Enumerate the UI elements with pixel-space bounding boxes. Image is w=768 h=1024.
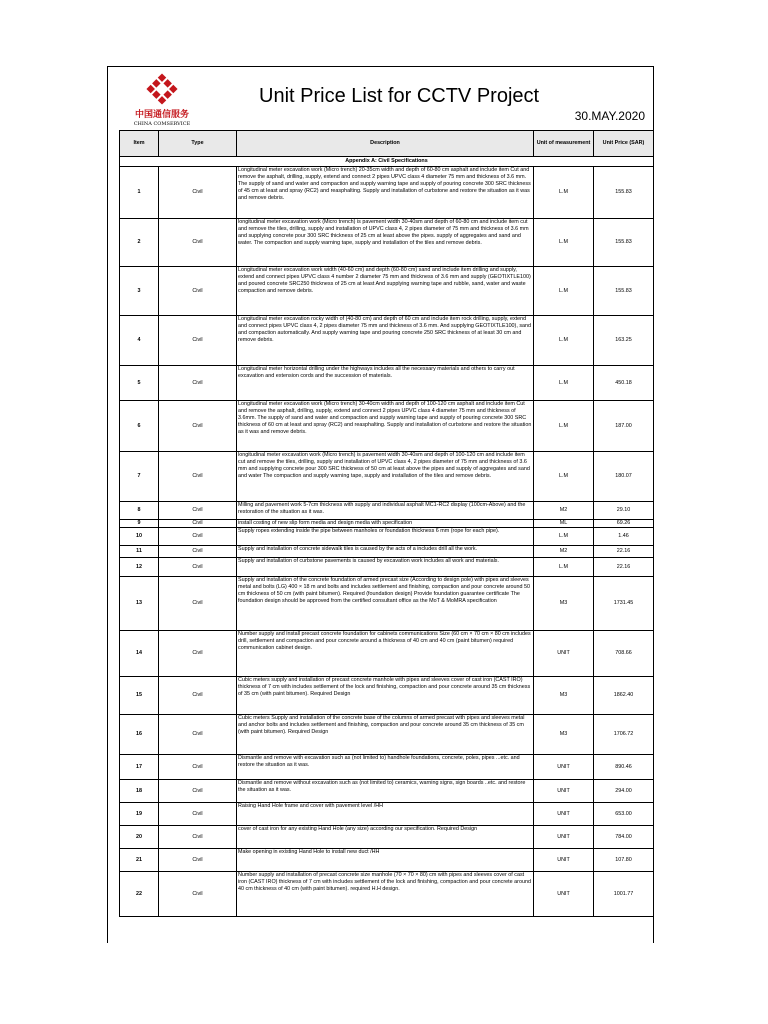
item-number: 4 xyxy=(120,316,159,366)
item-price: 653.00 xyxy=(594,803,654,826)
section-row xyxy=(120,157,654,167)
table-row xyxy=(120,849,654,872)
item-price: 163.25 xyxy=(594,316,654,366)
item-unit: UNIT xyxy=(534,826,594,849)
item-unit: L.M xyxy=(534,267,594,316)
item-price: 1862.40 xyxy=(594,677,654,715)
item-type: Civil xyxy=(159,502,237,520)
item-type: Civil xyxy=(159,677,237,715)
item-number: 1 xyxy=(120,167,159,219)
item-unit: L.M xyxy=(534,167,594,219)
item-number: 14 xyxy=(120,631,159,677)
table-row xyxy=(120,520,654,528)
table-row xyxy=(120,780,654,803)
price-table xyxy=(119,130,654,917)
item-unit: M3 xyxy=(534,577,594,631)
item-description: Supply and installation of curbstone pavements is caused by excavation work includes all work and materials. xyxy=(237,558,534,577)
item-number: 5 xyxy=(120,366,159,401)
column-header-description: Description xyxy=(237,131,534,157)
item-unit: UNIT xyxy=(534,780,594,803)
item-price: 1.46 xyxy=(594,528,654,546)
item-price: 187.00 xyxy=(594,401,654,452)
item-type: Civil xyxy=(159,755,237,780)
table-row xyxy=(120,558,654,577)
item-number: 18 xyxy=(120,780,159,803)
item-unit: UNIT xyxy=(534,631,594,677)
company-logo xyxy=(122,73,202,127)
item-description: Supply ropes extending inside the pipe between manholes or foundation thickness 6 mm (rope for each pipe). xyxy=(237,528,534,546)
price-list-sheet xyxy=(107,66,654,943)
item-price: 107.80 xyxy=(594,849,654,872)
item-price: 294.00 xyxy=(594,780,654,803)
item-description: Supply and installation of the concrete foundation of armed precast size (According to design pole) with pipes and sleeves metal and bolts (LG) 400 × 18 m and bolts and includes settlement and finishing, compaction and pour concrete around 50 cm thickness of 50 cm (with paint bitumen). Required (foundation design) Provide foundation guarantee certificate The foundation design should be approved from the certified consultant office as the MoT & MoMRA specification xyxy=(237,577,534,631)
china-comservice-logo-icon xyxy=(122,73,202,127)
item-description: install costing of new slip form media and design media with specification xyxy=(237,520,534,528)
column-header-item: Item xyxy=(120,131,159,157)
item-price: 155.83 xyxy=(594,219,654,267)
item-number: 6 xyxy=(120,401,159,452)
item-number: 9 xyxy=(120,520,159,528)
item-price: 708.66 xyxy=(594,631,654,677)
item-description: Longitudinal meter excavation work (Micro trench) 30-40cm width and depth of 100-120 cm asphalt and include item Cut and remove the asphalt, drilling, supply, extend and connect 2 pipes UPVC class 4 diameter 75 mm and thickness of 3.6mm. The supply of sand and water and compaction and supply warning tape and supply of pouring concrete 300 SRC thickness of 60 cm at least and spray (RC2) and reasphalting. Supply and installation of curbstone and restore the situation as it was and remove debris. xyxy=(237,401,534,452)
document-date: 30.MAY.2020 xyxy=(574,109,645,123)
item-type: Civil xyxy=(159,520,237,528)
item-number: 2 xyxy=(120,219,159,267)
item-number: 3 xyxy=(120,267,159,316)
item-number: 10 xyxy=(120,528,159,546)
item-number: 16 xyxy=(120,715,159,755)
table-row xyxy=(120,577,654,631)
item-number: 20 xyxy=(120,826,159,849)
item-description: cover of cast iron for any existing Hand Hole (any size) according our specification. Required Design xyxy=(237,826,534,849)
table-row xyxy=(120,826,654,849)
table-row xyxy=(120,167,654,219)
item-price: 1001.77 xyxy=(594,872,654,917)
item-unit: L.M xyxy=(534,401,594,452)
item-type: Civil xyxy=(159,452,237,502)
item-price: 450.18 xyxy=(594,366,654,401)
item-type: Civil xyxy=(159,546,237,558)
item-number: 17 xyxy=(120,755,159,780)
item-type: Civil xyxy=(159,849,237,872)
item-price: 22.16 xyxy=(594,546,654,558)
table-row xyxy=(120,452,654,502)
item-price: 155.83 xyxy=(594,167,654,219)
item-unit: ML xyxy=(534,520,594,528)
table-row xyxy=(120,316,654,366)
item-price: 784.00 xyxy=(594,826,654,849)
item-type: Civil xyxy=(159,631,237,677)
item-description: Longitudinal meter excavation work width (40-60 cm) and depth (60-80 cm) sand and include item drilling and supply, extend and connect pipes UPVC class 4 number 2 diameter 75 mm and thickness of 3.6 mm and supply (GEOTIXTLE100) and poured concrete SRC250 thickness of 25 cm at least And supplying warning tape and rubble, sand, water and waste compaction and remove debris. xyxy=(237,267,534,316)
item-price: 180.07 xyxy=(594,452,654,502)
item-price: 29.10 xyxy=(594,502,654,520)
item-number: 21 xyxy=(120,849,159,872)
item-type: Civil xyxy=(159,780,237,803)
item-number: 13 xyxy=(120,577,159,631)
item-number: 11 xyxy=(120,546,159,558)
table-row xyxy=(120,267,654,316)
item-unit: L.M xyxy=(534,528,594,546)
item-description: Supply and installation of concrete sidewalk tiles is caused by the acts of a includes drill all the work. xyxy=(237,546,534,558)
item-price: 1731.45 xyxy=(594,577,654,631)
column-header-unit: Unit of measurement xyxy=(534,131,594,157)
table-header-row xyxy=(120,131,654,157)
item-description: Dismantle and remove with excavation such as (not limited to) handhole foundations, concrete, poles, pipes ...etc. and restore the situation as it was. xyxy=(237,755,534,780)
item-number: 19 xyxy=(120,803,159,826)
item-type: Civil xyxy=(159,826,237,849)
item-price: 890.46 xyxy=(594,755,654,780)
item-unit: L.M xyxy=(534,316,594,366)
table-row xyxy=(120,366,654,401)
table-row xyxy=(120,631,654,677)
item-unit: M2 xyxy=(534,546,594,558)
table-row xyxy=(120,755,654,780)
table-row xyxy=(120,528,654,546)
table-row xyxy=(120,677,654,715)
item-number: 22 xyxy=(120,872,159,917)
item-type: Civil xyxy=(159,167,237,219)
item-price: 69.26 xyxy=(594,520,654,528)
item-description: Cubic meters Supply and installation of the concrete base of the columns of armed precast with pipes and sleeves metal and anchor bolts and includes settlement and finishing, compaction and pour concrete around 35 cm thickness of 35 cm (with paint bitumen). Required Design xyxy=(237,715,534,755)
section-title: Appendix A: Civil Specifications xyxy=(120,157,654,167)
item-unit: M3 xyxy=(534,677,594,715)
item-type: Civil xyxy=(159,267,237,316)
table-row xyxy=(120,401,654,452)
item-description: Number supply and installation of precast concrete size manhole (70 × 70 × 80) cm with pipes and sleeves cover of cast iron (CAST IRO) thickness of 7 cm with includes settlement of the lock and finishing, compaction and pour concrete around 40 cm thickness of 40 cm (with paint bitumen). required H.H design. xyxy=(237,872,534,917)
item-type: Civil xyxy=(159,401,237,452)
column-header-price: Unit Price (SAR) xyxy=(594,131,654,157)
table-row xyxy=(120,715,654,755)
item-unit: L.M xyxy=(534,558,594,577)
item-unit: L.M xyxy=(534,219,594,267)
item-description: Longitudinal meter horizontal drilling under the highways includes all the necessary materials and others to carry out excavation and extension cords and the succession of materials. xyxy=(237,366,534,401)
item-unit: L.M xyxy=(534,366,594,401)
item-unit: UNIT xyxy=(534,849,594,872)
item-unit: M2 xyxy=(534,502,594,520)
item-price: 155.83 xyxy=(594,267,654,316)
table-row xyxy=(120,546,654,558)
item-type: Civil xyxy=(159,577,237,631)
item-description: Longitudinal meter excavation work (Micro trench) 20-35cm width and depth of 60-80 cm asphalt and include item Cut and remove the asphalt, drilling, supply, extend and connect 2 pipes UPVC class 4 diameter 75 mm and thickness of 3.6 mm. The supply of sand and water and compaction and supply warning tape and supply of pouring concrete 300 SRC thickness of 45 cm at least and spray (RC2) and reasphalting. Supply and installation of curbstone and restore the situation as it was and remove debris. xyxy=(237,167,534,219)
item-type: Civil xyxy=(159,715,237,755)
item-description: Make opening in existing Hand Hole to install new duct /HH xyxy=(237,849,534,872)
document-header xyxy=(108,67,653,129)
item-number: 8 xyxy=(120,502,159,520)
item-number: 7 xyxy=(120,452,159,502)
table-row xyxy=(120,219,654,267)
item-description: Milling and pavement work 5-7cm thickness with supply and individual asphalt MC1-RC2 display (100cm-Above) and the restoration of the situation as it was. xyxy=(237,502,534,520)
item-type: Civil xyxy=(159,366,237,401)
item-type: Civil xyxy=(159,528,237,546)
table-row xyxy=(120,502,654,520)
item-type: Civil xyxy=(159,219,237,267)
item-description: longitudinal meter excavation work (Micro trench) is pavement width 30-40sm and depth of 100-120 cm and include item cut and remove the tiles, drilling, supply and installation of UPVC class 4, 2 pipes diameter of 75 mm and thickness of 3.6 mm and supplying concrete pour 300 SRC thickness of 50 cm at least above the pipes and supply of aggregates and sand and water The compaction and supply warning tape, supply and installation of the tiles and remove debris. xyxy=(237,452,534,502)
item-unit: UNIT xyxy=(534,872,594,917)
item-description: Number supply and install precast concrete foundation for cabinets communications Size (60 cm × 70 cm × 80 cm includes drill, settlement and compaction and pour concrete around a thickness of 40 cm and 40 cm (paint bitumen) required communication cabinet design. xyxy=(237,631,534,677)
item-price: 1706.72 xyxy=(594,715,654,755)
table-row xyxy=(120,872,654,917)
item-description: Longitudinal meter excavation rocky width of (40-80 cm) and depth of 60 cm and include item rock drilling, supply, extend and connect pipes UPVC class 4, 2 pipes diameter 75 mm and thickness of 3.6 mm. And supplying GEOTIXTLE100), sand and compaction automatically. And supply warning tape and pouring concrete 250 SRC thickness of at least 30 cm and remove debris. xyxy=(237,316,534,366)
item-unit: UNIT xyxy=(534,755,594,780)
item-type: Civil xyxy=(159,803,237,826)
page-title: Unit Price List for CCTV Project xyxy=(259,85,540,107)
column-header-type: Type xyxy=(159,131,237,157)
item-price: 22.16 xyxy=(594,558,654,577)
item-type: Civil xyxy=(159,872,237,917)
svg-text:CHINA COMSERVICE: CHINA COMSERVICE xyxy=(133,121,191,127)
item-description: Raising Hand Hole frame and cover with pavement level /HH xyxy=(237,803,534,826)
item-description: longitudinal meter excavation work (Micro trench) is pavement width 30-40sm and depth of 60-80 cm and include item cut and remove the tiles, drilling, supply and installation of UPVC class 4, 2 pipes diameter of 75 mm and thickness of 3.6 mm and supplying concrete pour 300 SRC thickness of 25 cm at least above the pipes. supply of aggregates and sand and water. The compaction and supply warning tape, supply and installation of the tiles and remove debris. xyxy=(237,219,534,267)
item-type: Civil xyxy=(159,316,237,366)
item-unit: M3 xyxy=(534,715,594,755)
item-number: 15 xyxy=(120,677,159,715)
item-unit: L.M xyxy=(534,452,594,502)
item-description: Dismantle and remove without excavation such as (not limited to) ceramics, warning signs, sign boards ..etc. and restore the situation as it was. xyxy=(237,780,534,803)
svg-text:中国通信服务: 中国通信服务 xyxy=(134,110,190,120)
item-description: Cubic meters supply and installation of precast concrete manhole with pipes and sleeves cover of cast iron (CAST IRO) thickness of 7 cm with includes settlement of the lock and finishing, compaction and pour concrete around 35 cm thickness of 35 cm (with paint bitumen). Required Design xyxy=(237,677,534,715)
item-type: Civil xyxy=(159,558,237,577)
table-row xyxy=(120,803,654,826)
item-number: 12 xyxy=(120,558,159,577)
item-unit: UNIT xyxy=(534,803,594,826)
